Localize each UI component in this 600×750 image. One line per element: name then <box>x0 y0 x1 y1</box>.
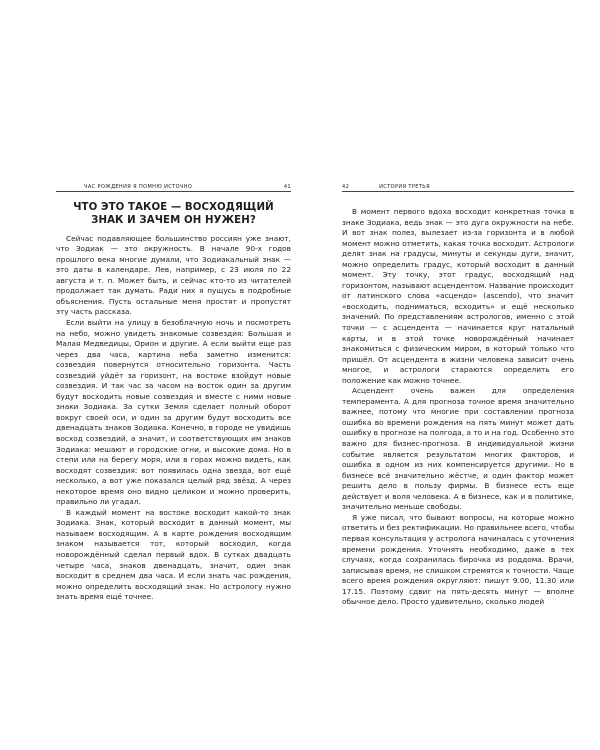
right-running-head: ИСТОРИЯ ТРЕТЬЯ <box>379 184 430 190</box>
right-paragraph: Асцендент очень важен для определения темперамента. А для прогноза точное время значительно важнее, потому что многие при составлении прогноза ошибка во времени рождения на пять минут может дать ошибку в прогнозе на полгода, а то и на год. Особенно это важно для бизнес-прогноза. В индивидуальной жизни событие является результатом многих факторов, и ошибка в одном из них компенсируется другими. Но в бизнесе всё значительно жёстче, и один фактор может решить дело в пользу фирмы. В бизнесе есть еще действует и воля человека. А в бизнесе, как и в политике, значительно меньше свободы. <box>342 386 574 512</box>
left-page-number: 41 <box>283 184 291 190</box>
chapter-title: ЧТО ЭТО ТАКОЕ — ВОСХОДЯЩИЙ ЗНАК И ЗАЧЕМ ОН НУЖЕН? <box>73 202 274 226</box>
right-paragraph: Я уже писал, что бывают вопросы, на которые можно ответить и без ректификации. Но правильнее всего, чтобы первая консультация у астролога начиналась с уточнения времени рождения. Уточнять необходимо, даже в тех случаях, когда сохранилась бирочка из роддома. Врачи, записывая время, не слишком стремятся к точности. Чаще всего время рождения округляют: пишут 9.00, 11.30 или 17.15. Поэтому сдвиг на пять-десять минут — вполне обычное дело. Просто удивительно, сколько людей <box>342 512 574 607</box>
right-body-text <box>342 207 574 608</box>
left-running-head: ЧАС РОЖДЕНИЯ Я ПОМНЮ ИСТОЧНО <box>84 184 193 190</box>
left-body-text <box>56 234 291 603</box>
right-page <box>342 182 574 608</box>
left-paragraph: Если выйти на улицу в безоблачную ночь и посмотреть на небо, можно увидеть знакомые созвездия: Большая и Малая Медведицы, Орион и другие. А если выйти еще раз через два часа, картина неба заметно изменится: созвездия повернутся относительно горизонта. Часть созвездий уйдёт за горизонт, на востоке взойдут новые созвездия. И так час за часом на восток один за другим будут восходить новые созвездия и вместе с ними новые знаки Зодиака. За сутки Земля сделает полный оборот вокруг своей оси, и один за другим будут восходить все двенадцать знаков Зодиака. Конечно, в городе не увидишь восход созвездий, а значит, и соответствующих им знаков Зодиака: мешают и городские огни, и высокие дома. Но в степи или на берегу моря, или в горах можно видеть, как восходят созвездия: вот появилась одна звезда, вот ещё несколько, а вот уже показался целый ряд звёзд. А через некоторое время оно видно целиком и можно проверить, правильно ли угадал. <box>56 317 291 507</box>
right-running-header <box>342 182 574 192</box>
left-paragraph: Сейчас подавляющее большинство россиян уже знают, что Зодиак — это окружность. В начале 90-х годов прошлого века многие думали, что Зодиакальный знак — это даты в календаре. Лев, например, с 23 июля по 22 августа и т. п. Может быть, и сейчас кто-то из читателей продолжает так думать. Ради них я пущусь в подробные объяснения. Пусть остальные меня простят и пропустят эту часть рассказа. <box>56 233 291 317</box>
left-page <box>56 182 291 603</box>
left-running-header <box>56 182 291 192</box>
right-page-number: 42 <box>342 184 350 190</box>
left-paragraph: В каждый момент на востоке восходит какой-то знак Зодиака. Знак, который восходит в данный момент, мы называем восходящим. А в карте рождения восходящим знаком называется тот, который восходил, когда новорождённый сделал первый вдох. В сутках двадцать четыре часа, знаков двенадцать, значит, один знак восходит в среднем два часа. И если знать час рождения, можно определить восходящий знак. Но астрологу нужно знать время ещё точнее. <box>56 507 291 602</box>
right-paragraph: В момент первого вдоха восходит конкретная точка в знаке Зодиака, ведь знак — это дуга окружности на небе. И вот знак полез, вылезает из-за горизонта и в любой момент можно отметить, какая точка восходит. Астрологи делят знак на градусы, минуты и секунды дуги, значит, можно определить градус, который восходит в данный момент. Эту точку, этот градус, восходящий над горизонтом, называют асцендентом. Название происходит от латинского слова «асцендо» (ascendo), что значит «восходить, подниматься, всходить» и ещё несколько значений. По представлениям астрологов, именно с этой точки — с асцендента — начинается круг натальный карты, и в этой точке новорождённый начинает знакомиться с физическим миром, в который только что пришёл. От асцендента в жизни человека зависит очень многое, и астрологи стараются определить его положение как можно точнее. <box>342 207 574 385</box>
